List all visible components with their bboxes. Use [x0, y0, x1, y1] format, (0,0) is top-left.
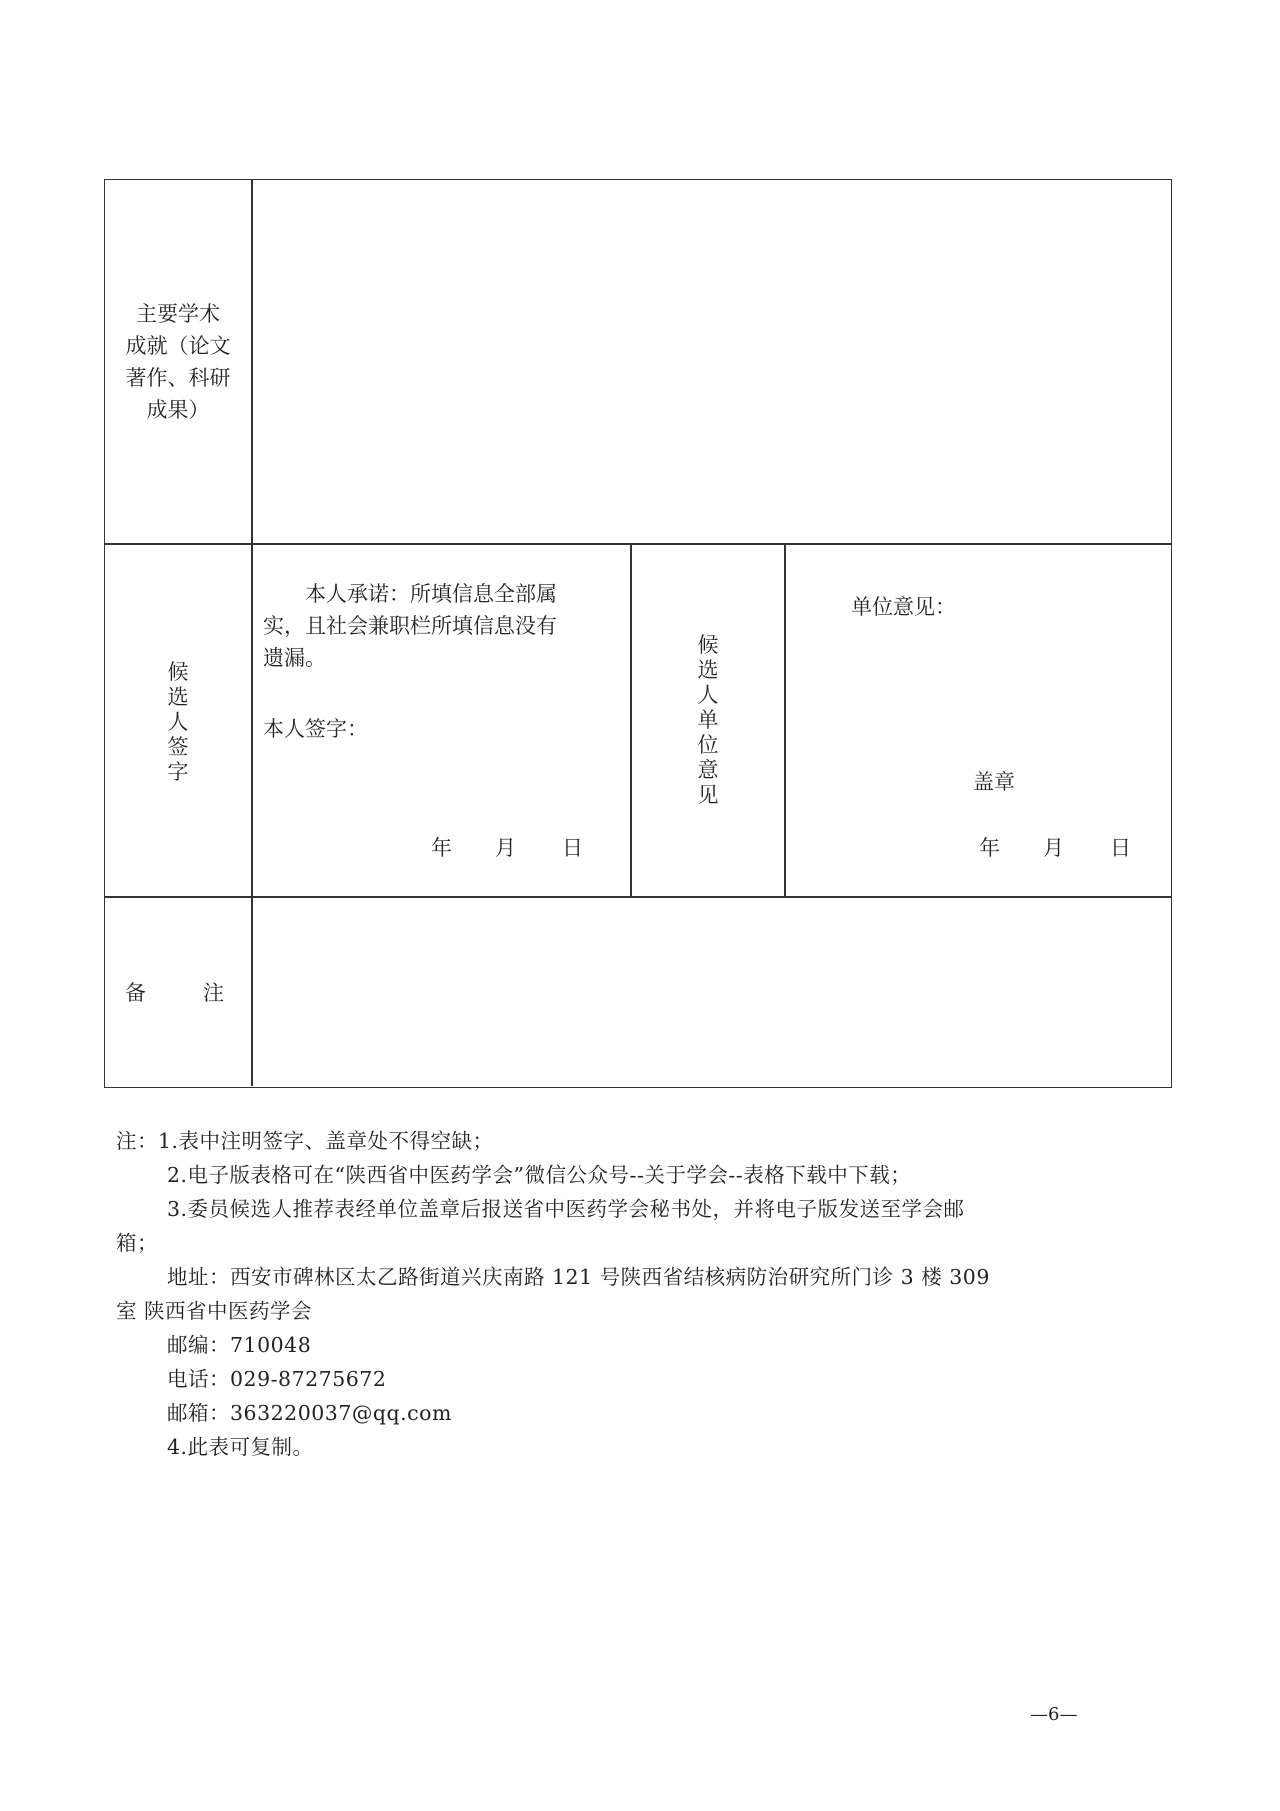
date-month: 月: [495, 836, 516, 860]
unit-opinion-label: 候选人单位意见: [697, 633, 719, 807]
date-year: 年: [431, 836, 452, 860]
unit-opinion-prompt: 单位意见：: [851, 595, 956, 619]
pledge-line: 遗漏。: [263, 646, 326, 670]
unit-date-month: 月: [1043, 836, 1064, 860]
note-2: 2.电子版表格可在“陕西省中医药学会”微信公众号--关于学会--表格下载中下载；: [167, 1163, 912, 1187]
note-3-cont: 箱；: [116, 1231, 158, 1255]
divider: [630, 543, 632, 897]
address-cont: 室 陕西省中医药学会: [116, 1299, 313, 1323]
note-4: 4.此表可复制。: [167, 1435, 314, 1459]
divider: [784, 543, 786, 897]
candidate-signature-label: 候选人签字: [167, 660, 189, 784]
remarks-label-1: 备: [125, 981, 146, 1005]
achievements-field[interactable]: [255, 182, 1169, 540]
label-line: 著作、科研: [125, 366, 231, 390]
signature-field[interactable]: [365, 710, 615, 750]
divider: [105, 543, 1171, 545]
signature-prompt: 本人签字：: [263, 717, 368, 741]
notes-section: [116, 1124, 1166, 1464]
remarks-label-2: 注: [203, 981, 224, 1005]
seal-label: 盖章: [973, 770, 1015, 794]
remarks-field[interactable]: [255, 900, 1169, 1084]
achievements-label: [113, 298, 243, 426]
nomination-form-table: [104, 179, 1172, 1088]
divider: [105, 896, 1171, 898]
unit-opinion-field[interactable]: [805, 630, 1155, 760]
note-3: 3.委员候选人推荐表经单位盖章后报送省中医药学会秘书处，并将电子版发送至学会邮: [167, 1197, 965, 1221]
postcode: 邮编：710048: [167, 1333, 312, 1357]
note-1: 注：1.表中注明签字、盖章处不得空缺；: [116, 1129, 494, 1153]
pledge-line: 本人承诺：所填信息全部属: [305, 582, 557, 606]
unit-date-day: 日: [1110, 836, 1131, 860]
label-line: 成果）: [146, 398, 210, 422]
unit-date-year: 年: [979, 836, 1000, 860]
pledge-text: [263, 578, 623, 674]
phone: 电话：029-87275672: [167, 1367, 387, 1391]
date-day: 日: [562, 836, 583, 860]
label-line: 成就（论文: [125, 334, 231, 358]
pledge-line: 实，且社会兼职栏所填信息没有: [263, 614, 557, 638]
page-number: —6—: [1030, 1704, 1078, 1725]
address: 地址：西安市碑林区太乙路街道兴庆南路 121 号陕西省结核病防治研究所门诊 3 楼 309: [167, 1265, 990, 1289]
email: 邮箱：363220037@qq.com: [167, 1401, 452, 1425]
divider: [251, 180, 253, 1086]
label-line: 主要学术: [136, 302, 220, 326]
